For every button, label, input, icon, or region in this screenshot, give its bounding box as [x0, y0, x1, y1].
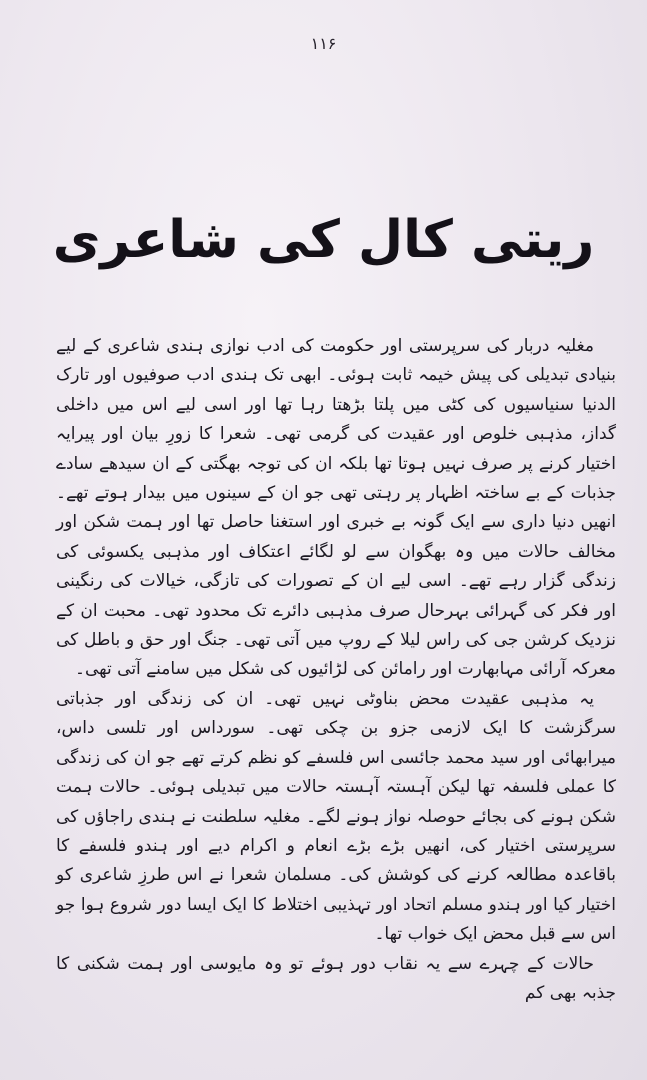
body-text — [56, 332, 616, 1008]
paragraph-3: حالات کے چہرے سے یہ نقاب دور ہوئے تو وہ مایوسی اور ہمت شکنی کا جذبہ بھی کم — [56, 953, 616, 1003]
page-number: ۱۱۶ — [310, 34, 337, 53]
paragraph-2: یہ مذہبی عقیدت محض بناوٹی نہیں تھی۔ ان کی زندگی اور جذباتی سرگزشت کا ایک لازمی جزو بن چکی تھی۔ سورداس اور تلسی داس، میرابھائی اور سید محمد جائسی اس فلسفے کو نظم کرتے تھے جو ان کی زندگی کا عملی فلسفہ تھا لیکن آہستہ آہستہ حالات میں تبدیلی ہوئی۔ حالات ہمت شکن ہونے کی بجائے حوصلہ نواز ہونے لگے۔ مغلیہ سلطنت نے ہندی راجاؤں کی سرپرستی اختیار کی، انھیں بڑے بڑے انعام و اکرام دیے اور ہندو فلسفے کا باقاعدہ مطالعہ کرنے کی کوشش کی۔ مسلمان شعرا نے اس طرزِ شاعری کو اختیار کیا اور ہندو مسلم اتحاد اور تہذیبی اختلاط کا ایک ایسا دور شروع ہوا جو اس سے قبل محض ایک خواب تھا۔ — [56, 688, 616, 945]
chapter-title: ریتی کال کی شاعری — [52, 210, 595, 270]
paragraph-1: مغلیہ دربار کی سرپرستی اور حکومت کی ادب نوازی ہندی شاعری کے لیے بنیادی تبدیلی کی پیش خیمہ ثابت ہوئی۔ ابھی تک ہندی ادب صوفیوں اور تارک الدنیا سنیاسیوں کی کٹی میں پلتا بڑھتا رہا تھا اور اسی لیے اس میں داخلی گداز، مذہبی خلوص اور عقیدت کی گرمی تھی۔ شعرا کا زورِ بیان اور پیرایہ اختیار کرنے پر صرف نہیں ہوتا تھا بلکہ ان کی توجہ بھگتی کے ان سیدھے سادے جذبات کے بے ساختہ اظہار پر رہتی تھی جو ان کے سینوں میں بیدار ہوتے تھے۔ انھیں دنیا داری سے ایک گونہ بے خبری اور استغنا حاصل تھا اور ہمت شکن اور مخالف حالات میں وہ بھگوان سے لو لگائے اعتکاف اور مذہبی یکسوئی کی زندگی گزار رہے تھے۔ اسی لیے ان کے تصورات کی تازگی، خیالات کی رنگینی اور فکر کی گہرائی بہرحال صرف مذہبی دائرے تک محدود تھی۔ محبت ان کے نزدیک کرشن جی کی راس لیلا کے روپ میں آتی تھی۔ جنگ اور حق و باطل کی معرکہ آرائی مہابھارت اور رامائن کی لڑائیوں کی شکل میں سامنے آتی تھی۔ — [56, 336, 616, 680]
